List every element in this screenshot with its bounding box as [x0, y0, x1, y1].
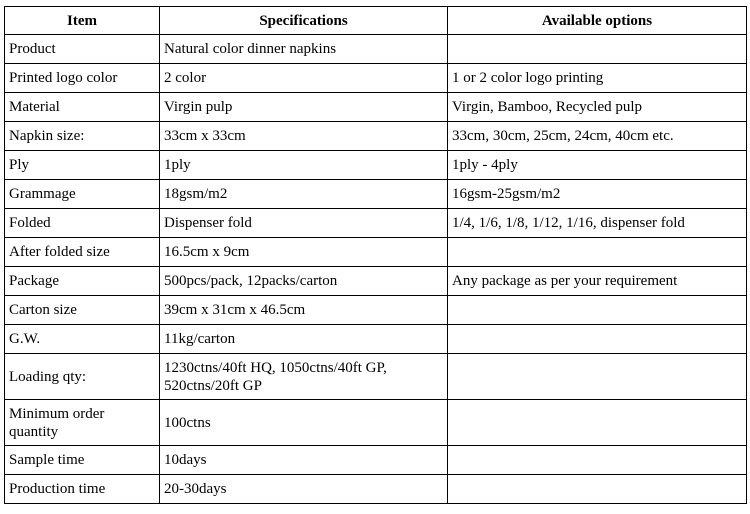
header-row [5, 7, 747, 35]
cell-item: Product [5, 35, 160, 64]
cell-option: Virgin, Bamboo, Recycled pulp [448, 93, 747, 122]
cell-spec: 18gsm/m2 [160, 180, 448, 209]
cell-option: 1/4, 1/6, 1/8, 1/12, 1/16, dispenser fold [448, 209, 747, 238]
table-row [5, 400, 747, 446]
cell-option: 16gsm-25gsm/m2 [448, 180, 747, 209]
cell-item: Package [5, 267, 160, 296]
cell-option: 1 or 2 color logo printing [448, 64, 747, 93]
cell-item: Ply [5, 151, 160, 180]
cell-item: Carton size [5, 296, 160, 325]
cell-option: Any package as per your requirement [448, 267, 747, 296]
cell-item: Material [5, 93, 160, 122]
cell-item: Grammage [5, 180, 160, 209]
header-item: Item [5, 7, 160, 35]
table-row [5, 122, 747, 151]
cell-option [448, 325, 747, 354]
cell-spec: 16.5cm x 9cm [160, 238, 448, 267]
cell-spec: 39cm x 31cm x 46.5cm [160, 296, 448, 325]
table-row [5, 446, 747, 475]
cell-spec: 1ply [160, 151, 448, 180]
table-row [5, 238, 747, 267]
cell-item: Loading qty: [5, 354, 160, 400]
cell-spec: Dispenser fold [160, 209, 448, 238]
table-row [5, 325, 747, 354]
table-row [5, 151, 747, 180]
cell-spec: 11kg/carton [160, 325, 448, 354]
cell-spec: 20-30days [160, 475, 448, 504]
cell-option [448, 400, 747, 446]
cell-item: Sample time [5, 446, 160, 475]
cell-spec-line: 520ctns/20ft GP [164, 377, 262, 394]
cell-option [448, 354, 747, 400]
cell-item: Printed logo color [5, 64, 160, 93]
cell-spec: 10days [160, 446, 448, 475]
cell-spec [160, 354, 448, 400]
cell-item: After folded size [5, 238, 160, 267]
specification-table [4, 6, 747, 504]
cell-option [448, 35, 747, 64]
table-row [5, 296, 747, 325]
cell-option: 33cm, 30cm, 25cm, 24cm, 40cm etc. [448, 122, 747, 151]
cell-spec: 2 color [160, 64, 448, 93]
cell-spec: 33cm x 33cm [160, 122, 448, 151]
cell-item-line: Minimum order [9, 405, 105, 422]
cell-item: Napkin size: [5, 122, 160, 151]
table-row [5, 180, 747, 209]
table-row [5, 209, 747, 238]
cell-spec-line: 1230ctns/40ft HQ, 1050ctns/40ft GP, [164, 359, 387, 376]
cell-item: Folded [5, 209, 160, 238]
cell-spec: 500pcs/pack, 12packs/carton [160, 267, 448, 296]
header-available-options: Available options [448, 7, 747, 35]
cell-option [448, 475, 747, 504]
cell-item [5, 400, 160, 446]
table-row [5, 64, 747, 93]
cell-item-line: quantity [9, 423, 59, 440]
cell-item: Production time [5, 475, 160, 504]
table-row [5, 354, 747, 400]
cell-spec: Virgin pulp [160, 93, 448, 122]
cell-option [448, 446, 747, 475]
table-row [5, 93, 747, 122]
cell-item: G.W. [5, 325, 160, 354]
table-row [5, 35, 747, 64]
cell-spec: Natural color dinner napkins [160, 35, 448, 64]
cell-spec: 100ctns [160, 400, 448, 446]
cell-option [448, 296, 747, 325]
cell-option [448, 238, 747, 267]
table-row [5, 475, 747, 504]
header-specifications: Specifications [160, 7, 448, 35]
table-row [5, 267, 747, 296]
cell-option: 1ply - 4ply [448, 151, 747, 180]
